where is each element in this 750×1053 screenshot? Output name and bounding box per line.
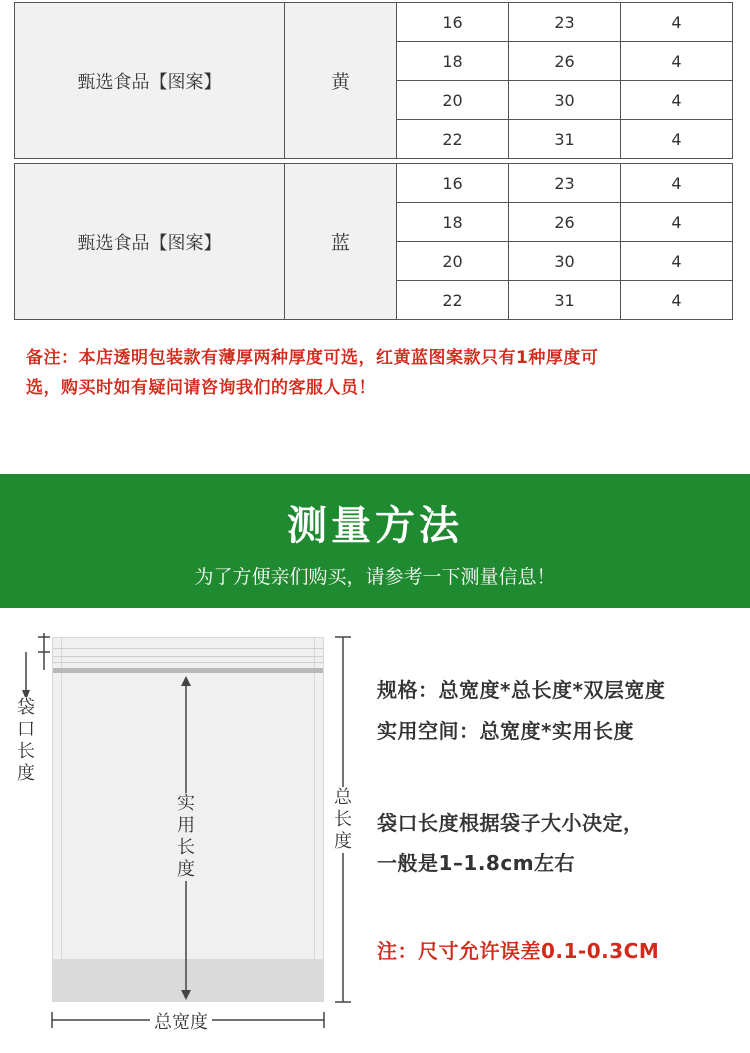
mouth-length-label: 袋口长度: [17, 697, 35, 784]
tolerance-note: 注：尺寸允许误差0.1-0.3CM: [377, 939, 660, 963]
banner-title: 测量方法: [287, 502, 463, 549]
product-name-cell: 甄选食品【图案】: [15, 3, 285, 159]
product-name-cell: 甄选食品【图案】: [15, 164, 285, 320]
mouth-length-note-1: 袋口长度根据袋子大小决定，: [377, 811, 644, 835]
table-cell: 4: [621, 281, 733, 320]
table-cell: 22: [397, 120, 509, 159]
table-cell: 31: [509, 281, 621, 320]
table-cell: 23: [509, 164, 621, 203]
table-cell: 26: [509, 203, 621, 242]
table-cell: 26: [509, 42, 621, 81]
table-cell: 20: [397, 242, 509, 281]
color-cell: 蓝: [285, 164, 397, 320]
mouth-length-marker: [22, 633, 50, 700]
spec-formula: 规格：总宽度*总长度*双层宽度: [377, 678, 666, 702]
banner-subtitle: 为了方便亲们购买，请参考一下测量信息！: [194, 566, 556, 588]
total-width-label: 总宽度: [150, 1008, 212, 1034]
table-cell: 18: [397, 42, 509, 81]
table-cell: 4: [621, 81, 733, 120]
table-cell: 18: [397, 203, 509, 242]
table-cell: 4: [621, 203, 733, 242]
table-cell: 20: [397, 81, 509, 120]
table-cell: 4: [621, 42, 733, 81]
table-cell: 4: [621, 242, 733, 281]
table-cell: 22: [397, 281, 509, 320]
note-line-1: 备注：本店透明包装款有薄厚两种厚度可选，红黄蓝图案款只有1种厚度可: [26, 348, 599, 368]
color-cell: 黄: [285, 3, 397, 159]
total-length-label: 总长度: [334, 787, 352, 852]
table-cell: 4: [621, 164, 733, 203]
usable-length-label: 实用长度: [177, 793, 195, 880]
table-cell: 16: [397, 164, 509, 203]
table-cell: 4: [621, 120, 733, 159]
table-cell: 30: [509, 81, 621, 120]
table-cell: 16: [397, 3, 509, 42]
note-line-2: 选，购买时如有疑问请咨询我们的客服人员！: [26, 378, 376, 398]
table-cell: 23: [509, 3, 621, 42]
table-cell: 4: [621, 3, 733, 42]
mouth-length-note-2: 一般是1–1.8cm左右: [377, 851, 576, 875]
table-cell: 31: [509, 120, 621, 159]
usable-space-formula: 实用空间：总宽度*实用长度: [377, 719, 634, 743]
table-cell: 30: [509, 242, 621, 281]
